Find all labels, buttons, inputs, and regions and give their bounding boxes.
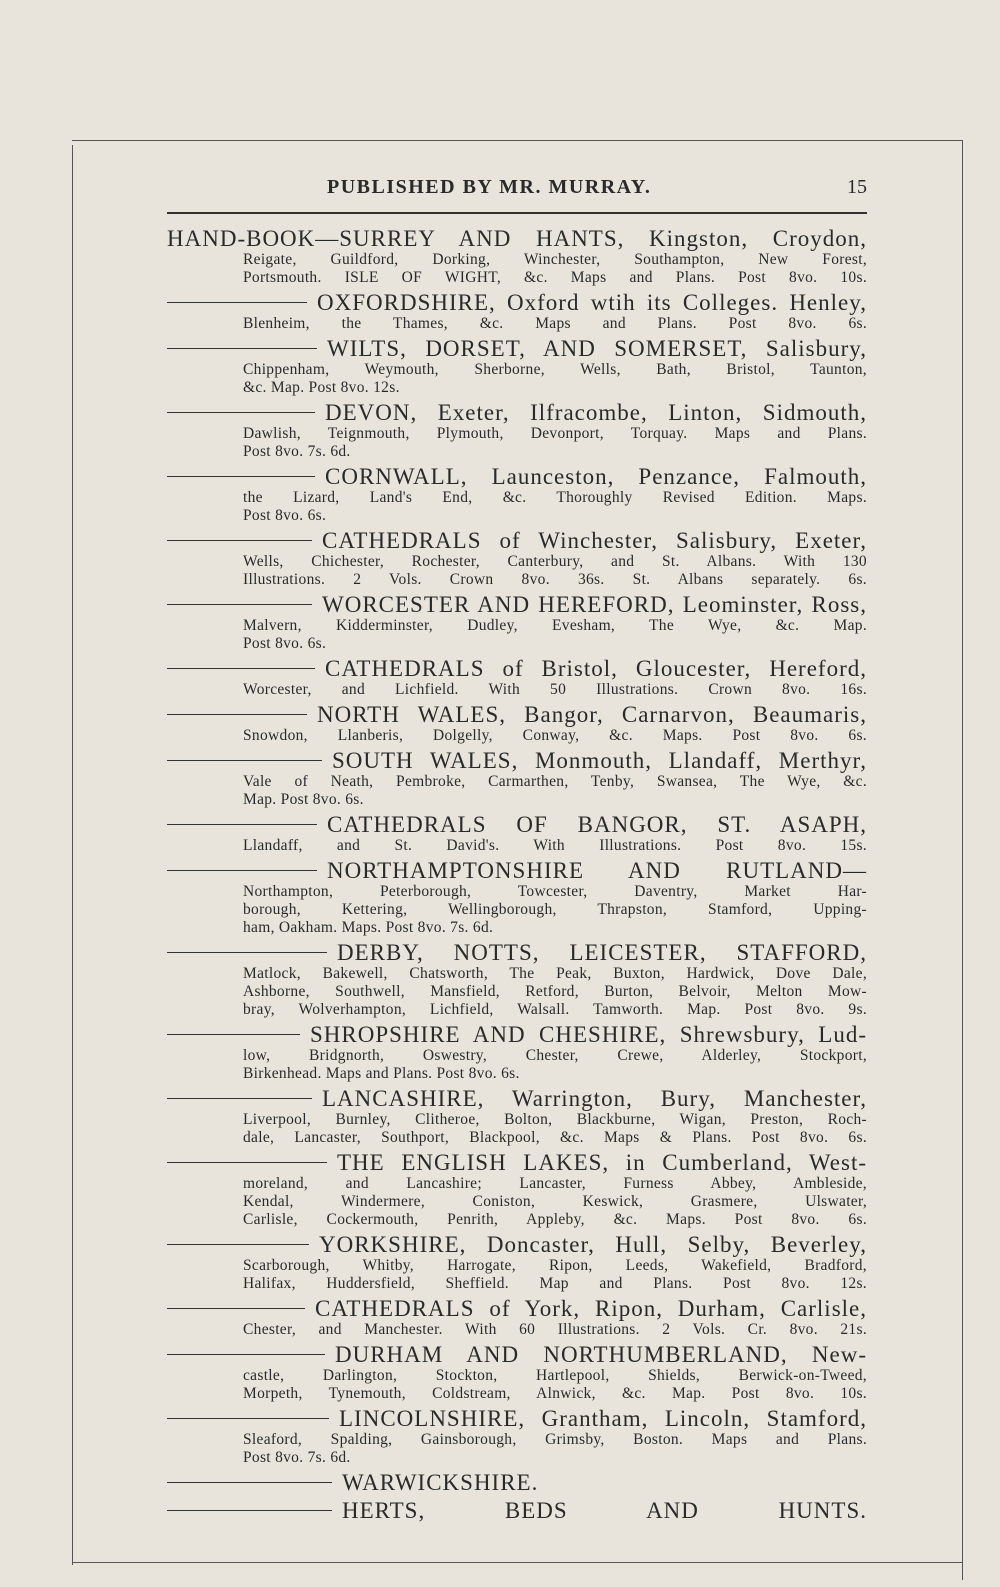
description-line: Worcester, and Lichfield. With 50 Illustrations. Crown 8vo. 16s.	[243, 681, 867, 698]
description-line: Chester, and Manchester. With 60 Illustrations. 2 Vols. Cr. 8vo. 21s.	[243, 1321, 867, 1338]
description-line: Post 8vo. 7s. 6d.	[243, 1449, 351, 1466]
entry-heading	[167, 1232, 867, 1257]
page-frame-bottom	[72, 1562, 962, 1563]
entry-description	[167, 883, 867, 937]
catalogue-entry	[167, 1498, 867, 1523]
entry-description	[167, 1321, 867, 1339]
ditto-rule	[167, 824, 317, 825]
description-line: Post 8vo. 6s.	[243, 507, 327, 524]
description-line: Vale of Neath, Pembroke, Carmarthen, Tenby, Swansea, The Wye, &c.	[243, 773, 867, 790]
ditto-rule	[167, 1510, 332, 1511]
entry-description	[167, 553, 867, 589]
catalogue-entry	[167, 858, 867, 937]
entry-title: HERTS, BEDS AND HUNTS.	[342, 1498, 867, 1523]
description-line: Wells, Chichester, Rochester, Canterbury, and St. Albans. With 130	[243, 553, 867, 570]
entry-description	[167, 727, 867, 745]
entry-title: NORTH WALES, Bangor, Carnarvon, Beaumaris,	[317, 702, 867, 727]
description-line: Malvern, Kidderminster, Dudley, Evesham, The Wye, &c. Map.	[243, 617, 867, 634]
ditto-rule	[167, 1354, 325, 1355]
running-title: PUBLISHED BY MR. MURRAY.	[327, 176, 652, 198]
description-line: &c. Map. Post 8vo. 12s.	[243, 379, 400, 396]
ditto-rule	[167, 1034, 300, 1035]
entry-title: DERBY, NOTTS, LEICESTER, STAFFORD,	[337, 940, 867, 965]
entry-heading	[167, 400, 867, 425]
ditto-rule	[167, 760, 322, 761]
catalogue-entry	[167, 400, 867, 461]
description-line: low, Bridgnorth, Oswestry, Chester, Crewe, Alderley, Stockport,	[243, 1047, 867, 1064]
ditto-rule	[167, 714, 307, 715]
entry-description	[167, 773, 867, 809]
catalogue-entry	[167, 1296, 867, 1339]
description-line: Chippenham, Weymouth, Sherborne, Wells, Bath, Bristol, Taunton,	[243, 361, 867, 378]
description-line: Illustrations. 2 Vols. Crown 8vo. 36s. St. Albans separately. 6s.	[243, 571, 867, 588]
entry-title: CORNWALL, Launceston, Penzance, Falmouth,	[325, 464, 867, 489]
description-line: Llandaff, and St. David's. With Illustrations. Post 8vo. 15s.	[243, 837, 867, 854]
description-line: moreland, and Lancashire; Lancaster, Furness Abbey, Ambleside,	[243, 1175, 867, 1192]
entry-heading	[167, 858, 867, 883]
entry-title: SOUTH WALES, Monmouth, Llandaff, Merthyr,	[332, 748, 867, 773]
ditto-rule	[167, 1244, 309, 1245]
entry-description	[167, 489, 867, 525]
entry-description	[167, 965, 867, 1019]
entry-heading	[167, 812, 867, 837]
entry-description	[167, 1367, 867, 1403]
ditto-rule	[167, 476, 315, 477]
description-line: Ashborne, Southwell, Mansfield, Retford, Burton, Belvoir, Melton Mow-	[243, 983, 867, 1000]
entry-title: WARWICKSHIRE.	[342, 1470, 539, 1495]
entry-heading	[167, 702, 867, 727]
description-line: Map. Post 8vo. 6s.	[243, 791, 364, 808]
entry-title: DURHAM AND NORTHUMBERLAND, New-	[335, 1342, 867, 1367]
description-line: Reigate, Guildford, Dorking, Winchester, Southampton, New Forest,	[243, 251, 867, 268]
entry-heading	[167, 1406, 867, 1431]
description-line: Post 8vo. 7s. 6d.	[243, 443, 351, 460]
description-line: ham, Oakham. Maps. Post 8vo. 7s. 6d.	[243, 919, 494, 936]
catalogue-entry	[167, 528, 867, 589]
ditto-rule	[167, 540, 312, 541]
catalogue-entry	[167, 812, 867, 855]
entry-description	[167, 1257, 867, 1293]
ditto-rule	[167, 952, 327, 953]
entry-heading	[167, 528, 867, 553]
catalogue-entry	[167, 940, 867, 1019]
entry-title: LANCASHIRE, Warrington, Bury, Manchester,	[322, 1086, 867, 1111]
catalogue-entry	[167, 1406, 867, 1467]
description-line: Post 8vo. 6s.	[243, 635, 327, 652]
catalogue-entry	[167, 748, 867, 809]
entry-description	[167, 837, 867, 855]
catalogue-entry	[167, 1342, 867, 1403]
description-line: Matlock, Bakewell, Chatsworth, The Peak, Buxton, Hardwick, Dove Dale,	[243, 965, 867, 982]
entry-heading	[167, 336, 867, 361]
entry-title: DEVON, Exeter, Ilfracombe, Linton, Sidmouth,	[325, 400, 867, 425]
ditto-rule	[167, 1308, 305, 1309]
entry-description	[167, 425, 867, 461]
entry-description	[167, 1431, 867, 1467]
entry-heading	[167, 940, 867, 965]
description-line: Kendal, Windermere, Coniston, Keswick, Grasmere, Ulswater,	[243, 1193, 867, 1210]
entry-description	[167, 1175, 867, 1229]
entry-description	[167, 251, 867, 287]
description-line: bray, Wolverhampton, Lichfield, Walsall. Tamworth. Map. Post 8vo. 9s.	[243, 1001, 867, 1018]
entry-heading	[167, 1086, 867, 1111]
ditto-rule	[167, 1098, 312, 1099]
catalogue-entry	[167, 592, 867, 653]
entry-description	[167, 1047, 867, 1083]
ditto-rule	[167, 668, 315, 669]
description-line: the Lizard, Land's End, &c. Thoroughly Revised Edition. Maps.	[243, 489, 867, 506]
page-frame-right	[962, 140, 963, 1580]
entry-heading	[167, 592, 867, 617]
entry-title: HAND-BOOK—SURREY AND HANTS, Kingston, Croydon,	[167, 226, 867, 251]
entry-heading	[167, 1022, 867, 1047]
entry-title: NORTHAMPTONSHIRE AND RUTLAND—	[327, 858, 867, 883]
running-head	[167, 176, 867, 206]
entry-title: LINCOLNSHIRE, Grantham, Lincoln, Stamford,	[339, 1406, 867, 1431]
entry-heading	[167, 748, 867, 773]
description-line: Dawlish, Teignmouth, Plymouth, Devonport, Torquay. Maps and Plans.	[243, 425, 867, 442]
description-line: borough, Kettering, Wellingborough, Thrapston, Stamford, Upping-	[243, 901, 867, 918]
entry-heading	[167, 464, 867, 489]
catalogue-entries	[167, 226, 867, 1526]
catalogue-entry	[167, 464, 867, 525]
entry-heading	[167, 1150, 867, 1175]
description-line: Blenheim, the Thames, &c. Maps and Plans. Post 8vo. 6s.	[243, 315, 867, 332]
description-line: dale, Lancaster, Southport, Blackpool, &c. Maps & Plans. Post 8vo. 6s.	[243, 1129, 867, 1146]
entry-heading	[167, 1498, 867, 1523]
description-line: Scarborough, Whitby, Harrogate, Ripon, Leeds, Wakefield, Bradford,	[243, 1257, 867, 1274]
description-line: Liverpool, Burnley, Clitheroe, Bolton, Blackburne, Wigan, Preston, Roch-	[243, 1111, 867, 1128]
catalogue-entry	[167, 1086, 867, 1147]
description-line: Birkenhead. Maps and Plans. Post 8vo. 6s.	[243, 1065, 520, 1082]
ditto-rule	[167, 302, 307, 303]
entry-title: OXFORDSHIRE, Oxford wtih its Colleges. Henley,	[317, 290, 867, 315]
catalogue-entry	[167, 226, 867, 287]
entry-title: CATHEDRALS of Winchester, Salisbury, Exeter,	[322, 528, 867, 553]
entry-description	[167, 1111, 867, 1147]
entry-title: WILTS, DORSET, AND SOMERSET, Salisbury,	[327, 336, 867, 361]
catalogue-entry	[167, 702, 867, 745]
catalogue-entry	[167, 290, 867, 333]
entry-heading	[167, 226, 867, 251]
description-line: Carlisle, Cockermouth, Penrith, Appleby, &c. Maps. Post 8vo. 6s.	[243, 1211, 867, 1228]
entry-description	[167, 315, 867, 333]
entry-description	[167, 617, 867, 653]
entry-title: CATHEDRALS of York, Ripon, Durham, Carlisle,	[315, 1296, 867, 1321]
ditto-rule	[167, 348, 317, 349]
entry-title: YORKSHIRE, Doncaster, Hull, Selby, Beverley,	[319, 1232, 867, 1257]
ditto-rule	[167, 412, 315, 413]
description-line: castle, Darlington, Stockton, Hartlepool, Shields, Berwick-on-Tweed,	[243, 1367, 867, 1384]
entry-heading	[167, 1470, 867, 1495]
ditto-rule	[167, 1482, 332, 1483]
ditto-rule	[167, 870, 317, 871]
page-frame-top	[72, 140, 962, 141]
catalogue-entry	[167, 1022, 867, 1083]
catalogue-entry	[167, 1470, 867, 1495]
catalogue-entry	[167, 1232, 867, 1293]
description-line: Portsmouth. ISLE OF WIGHT, &c. Maps and Plans. Post 8vo. 10s.	[243, 269, 867, 286]
entry-title: CATHEDRALS OF BANGOR, ST. ASAPH,	[327, 812, 867, 837]
entry-description	[167, 681, 867, 699]
catalogue-entry	[167, 656, 867, 699]
entry-description	[167, 361, 867, 397]
description-line: Snowdon, Llanberis, Dolgelly, Conway, &c. Maps. Post 8vo. 6s.	[243, 727, 867, 744]
description-line: Sleaford, Spalding, Gainsborough, Grimsby, Boston. Maps and Plans.	[243, 1431, 867, 1448]
ditto-rule	[167, 1418, 329, 1419]
entry-heading	[167, 656, 867, 681]
entry-title: THE ENGLISH LAKES, in Cumberland, West-	[337, 1150, 867, 1175]
entry-title: SHROPSHIRE AND CHESHIRE, Shrewsbury, Lud-	[310, 1022, 867, 1047]
description-line: Morpeth, Tynemouth, Coldstream, Alnwick, &c. Map. Post 8vo. 10s.	[243, 1385, 867, 1402]
description-line: Halifax, Huddersfield, Sheffield. Map and Plans. Post 8vo. 12s.	[243, 1275, 867, 1292]
entry-title: WORCESTER AND HEREFORD, Leominster, Ross,	[322, 592, 867, 617]
entry-heading	[167, 1342, 867, 1367]
ditto-rule	[167, 604, 312, 605]
entry-title: CATHEDRALS of Bristol, Gloucester, Hereford,	[325, 656, 867, 681]
entry-heading	[167, 290, 867, 315]
page-frame-left	[72, 145, 73, 1565]
description-line: Northampton, Peterborough, Towcester, Daventry, Market Har-	[243, 883, 867, 900]
header-rule	[167, 212, 867, 214]
catalogue-entry	[167, 336, 867, 397]
entry-heading	[167, 1296, 867, 1321]
page-number: 15	[847, 176, 867, 198]
catalogue-entry	[167, 1150, 867, 1229]
ditto-rule	[167, 1162, 327, 1163]
